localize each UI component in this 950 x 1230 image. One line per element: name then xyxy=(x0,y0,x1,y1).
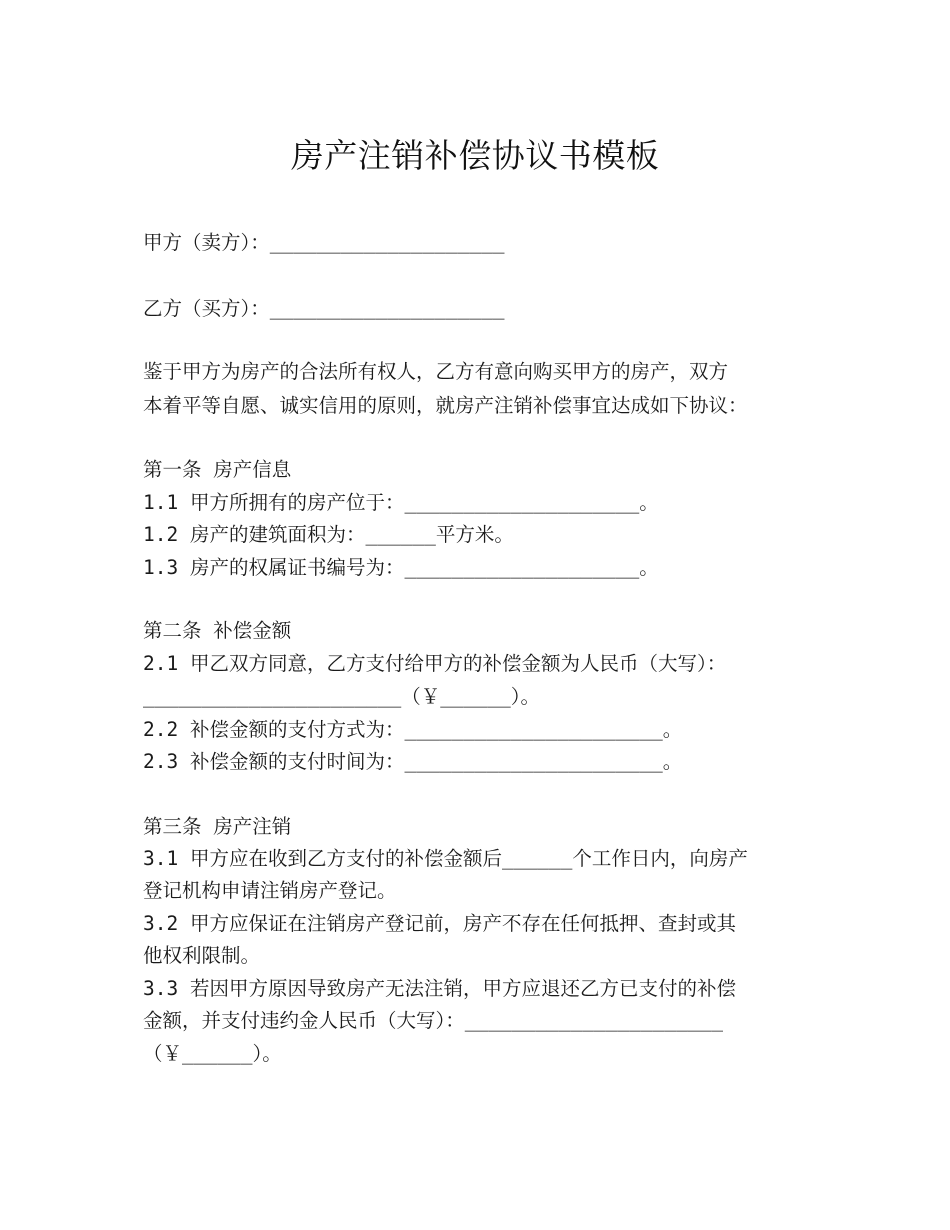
document-title: 房产注销补偿协议书模板 xyxy=(290,136,660,175)
party-b-line: 乙方（买方）：____________________ xyxy=(143,297,505,320)
preamble-line-2: 本着平等自愿、诚实信用的原则，就房产注销补偿事宜达成如下协议： xyxy=(143,394,748,417)
clause-1-1: 1.1 甲方所拥有的房产位于：____________________。 xyxy=(143,491,659,514)
preamble-line-1: 鉴于甲方为房产的合法所有权人，乙方有意向购买甲方的房产，双方 xyxy=(143,360,729,383)
clause-3-2-cont: 他权利限制。 xyxy=(143,944,261,967)
article-2-heading: 第二条 补偿金额 xyxy=(143,619,292,642)
clause-3-3-cont: 金额，并支付违约金人民币（大写）：______________________ xyxy=(143,1009,724,1032)
clause-3-3-amount: （￥______）。 xyxy=(143,1042,282,1065)
article-3-heading: 第三条 房产注销 xyxy=(143,815,292,838)
clause-2-2: 2.2 补偿金额的支付方式为：______________________。 xyxy=(143,718,683,741)
party-a-line: 甲方（卖方）：____________________ xyxy=(143,231,505,254)
clause-2-3: 2.3 补偿金额的支付时间为：______________________。 xyxy=(143,750,683,773)
clause-3-1: 3.1 甲方应在收到乙方支付的补偿金额后______个工作日内，向房产 xyxy=(143,847,748,870)
clause-3-2: 3.2 甲方应保证在注销房产登记前，房产不存在任何抵押、查封或其 xyxy=(143,912,736,935)
clause-3-3: 3.3 若因甲方原因导致房产无法注销，甲方应退还乙方已支付的补偿 xyxy=(143,977,736,1000)
clause-1-3: 1.3 房产的权属证书编号为：____________________。 xyxy=(143,556,659,579)
clause-3-1-cont: 登记机构申请注销房产登记。 xyxy=(143,879,397,902)
clause-2-1: 2.1 甲乙双方同意，乙方支付给甲方的补偿金额为人民币（大写）： xyxy=(143,652,727,675)
article-1-heading: 第一条 房产信息 xyxy=(143,458,292,481)
clause-2-1-cont: ______________________（￥______）。 xyxy=(143,685,540,708)
clause-1-2: 1.2 房产的建筑面积为：______平方米。 xyxy=(143,523,514,546)
